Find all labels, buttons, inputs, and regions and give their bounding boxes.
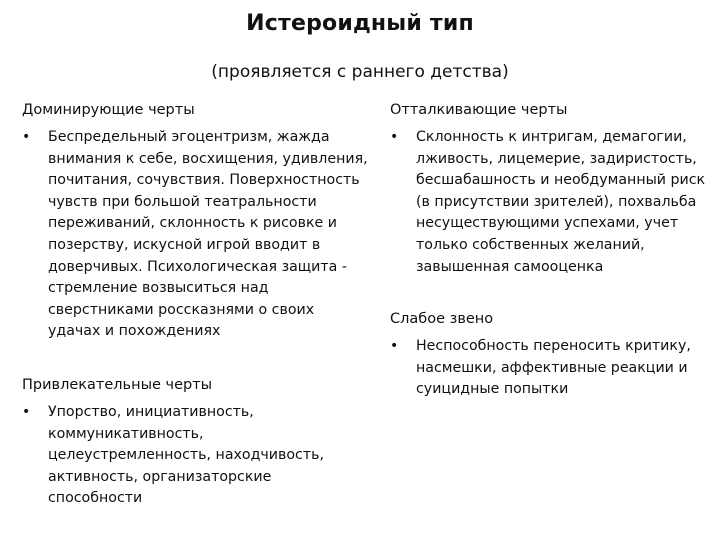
page-subtitle: (проявляется с раннего детства) bbox=[211, 62, 509, 82]
left-column bbox=[22, 100, 372, 510]
weak-link-heading: Слабое звено bbox=[390, 311, 494, 328]
repulsive-traits-text: Склонность к интригам, демагогии, лживость, лицемерие, задиристость, бесшабашность и необдуманный риск (в присутствии зрителей), похвальба несуществующими успехами, учет только собственных желаний, завышенная самооценка bbox=[416, 129, 706, 275]
repulsive-traits-item bbox=[390, 127, 708, 278]
page-title: Истероидный тип bbox=[246, 11, 474, 36]
bullet-icon: • bbox=[22, 129, 31, 145]
weak-link-item bbox=[390, 336, 708, 401]
dominant-traits-heading: Доминирующие черты bbox=[22, 102, 195, 118]
attractive-traits-item bbox=[22, 402, 372, 510]
bullet-icon: • bbox=[22, 403, 31, 420]
attractive-traits-text: Упорство, инициативность, коммуникативность, целеустремленность, находчивость, активность, организаторские способности bbox=[48, 403, 324, 507]
bullet-icon: • bbox=[390, 338, 399, 355]
dominant-traits-text: Беспредельный эгоцентризм, жажда внимания к себе, восхищения, удивления, почитания, сочувствия. Поверхностность чувств при большой театральности переживаний, склонность к рисовке и позерству, искусной игрой вводит в доверчивых. Психологическая защита - стремление возвыситься над сверстниками россказнями о своих удачах и похождениях bbox=[48, 129, 368, 340]
right-column bbox=[390, 100, 708, 401]
dominant-traits-item bbox=[22, 127, 372, 343]
bullet-icon: • bbox=[390, 129, 399, 145]
weak-link-text: Неспособность переносить критику, насмешки, аффективные реакции и суицидные попытки bbox=[416, 338, 691, 398]
repulsive-traits-heading: Отталкивающие черты bbox=[390, 102, 568, 118]
attractive-traits-heading: Привлекательные черты bbox=[22, 376, 213, 393]
